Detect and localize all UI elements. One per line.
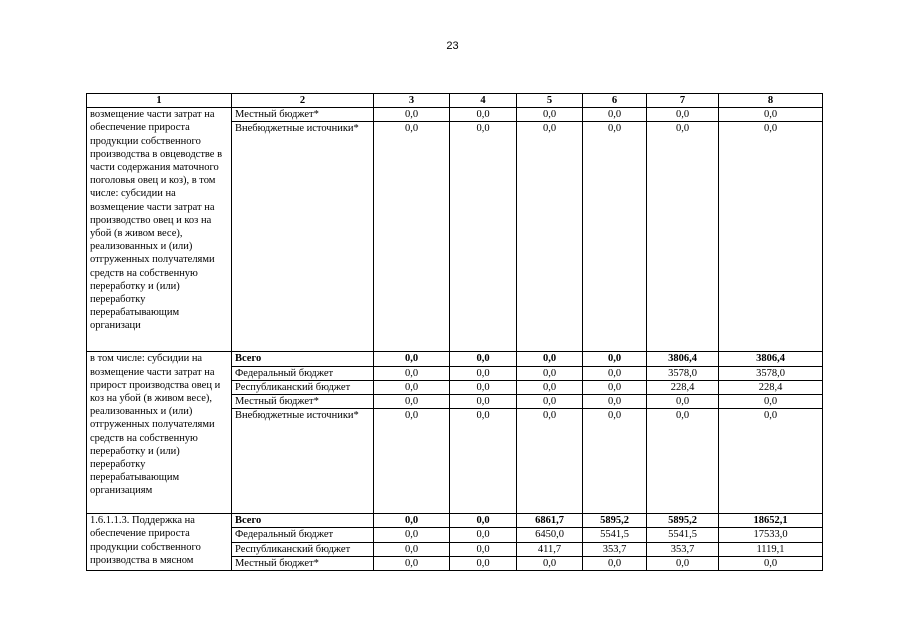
value-cell: 0,0 [374, 542, 450, 556]
value-cell: 353,7 [647, 542, 719, 556]
header-col-2: 2 [232, 94, 374, 108]
funding-source: Федеральный бюджет [232, 366, 374, 380]
budget-table [86, 93, 823, 571]
value-cell: 18652,1 [719, 514, 823, 528]
value-cell: 353,7 [583, 542, 647, 556]
value-cell: 5895,2 [647, 514, 719, 528]
value-cell: 5895,2 [583, 514, 647, 528]
value-cell: 0,0 [450, 380, 517, 394]
value-cell: 0,0 [374, 366, 450, 380]
funding-source: Всего [232, 352, 374, 366]
value-cell: 0,0 [719, 108, 823, 122]
value-cell: 17533,0 [719, 528, 823, 542]
value-cell: 0,0 [719, 122, 823, 352]
measure-description: возмещение части затрат на обеспечение прироста продукции собственного производства в овцеводстве в части содержания маточного поголовья овец и коз), в том числе: субсидии на возмещение части затрат на производство овец и коз на убой (в живом весе), реализованных и (или) отгруженных получателями средств на собственную переработку и (или) переработку перерабатывающим организаци [87, 108, 232, 352]
value-cell: 0,0 [450, 352, 517, 366]
value-cell: 0,0 [374, 395, 450, 409]
value-cell: 0,0 [583, 108, 647, 122]
value-cell: 1119,1 [719, 542, 823, 556]
value-cell: 0,0 [450, 395, 517, 409]
value-cell: 0,0 [583, 395, 647, 409]
value-cell: 0,0 [517, 556, 583, 570]
measure-description: 1.6.1.1.3. Поддержка на обеспечение прироста продукции собственного производства в мясном [87, 514, 232, 571]
value-cell: 0,0 [374, 108, 450, 122]
value-cell: 0,0 [450, 514, 517, 528]
header-row [87, 94, 823, 108]
funding-source: Внебюджетные источники* [232, 122, 374, 352]
value-cell: 3806,4 [647, 352, 719, 366]
measure-description: в том числе: субсидии на возмещение части затрат на прирост производства овец и коз на убой (в живом весе), реализованных и (или) отгруженных получателями средств на собственную переработку и (или) переработку перерабатывающим организациям [87, 352, 232, 514]
value-cell: 0,0 [583, 409, 647, 514]
value-cell: 411,7 [517, 542, 583, 556]
value-cell: 0,0 [647, 409, 719, 514]
value-cell: 0,0 [450, 542, 517, 556]
value-cell: 0,0 [583, 556, 647, 570]
value-cell: 6861,7 [517, 514, 583, 528]
value-cell: 0,0 [719, 409, 823, 514]
value-cell: 0,0 [517, 108, 583, 122]
value-cell: 0,0 [647, 108, 719, 122]
header-col-8: 8 [719, 94, 823, 108]
table-row [87, 514, 823, 528]
value-cell: 0,0 [583, 366, 647, 380]
header-col-7: 7 [647, 94, 719, 108]
value-cell: 0,0 [517, 352, 583, 366]
header-col-3: 3 [374, 94, 450, 108]
value-cell: 0,0 [374, 556, 450, 570]
table-row [87, 352, 823, 366]
funding-source: Всего [232, 514, 374, 528]
header-col-6: 6 [583, 94, 647, 108]
value-cell: 0,0 [647, 122, 719, 352]
value-cell: 0,0 [517, 366, 583, 380]
funding-source: Местный бюджет* [232, 395, 374, 409]
value-cell: 0,0 [450, 409, 517, 514]
value-cell: 0,0 [450, 366, 517, 380]
value-cell: 3806,4 [719, 352, 823, 366]
value-cell: 0,0 [374, 380, 450, 394]
value-cell: 0,0 [647, 556, 719, 570]
value-cell: 0,0 [450, 108, 517, 122]
funding-source: Местный бюджет* [232, 556, 374, 570]
value-cell: 228,4 [647, 380, 719, 394]
table-row [87, 108, 823, 122]
value-cell: 0,0 [374, 122, 450, 352]
value-cell: 0,0 [450, 122, 517, 352]
value-cell: 0,0 [450, 556, 517, 570]
funding-source: Республиканский бюджет [232, 380, 374, 394]
value-cell: 5541,5 [583, 528, 647, 542]
value-cell: 0,0 [450, 528, 517, 542]
funding-source: Республиканский бюджет [232, 542, 374, 556]
value-cell: 0,0 [517, 395, 583, 409]
value-cell: 0,0 [374, 352, 450, 366]
value-cell: 0,0 [583, 352, 647, 366]
value-cell: 0,0 [719, 395, 823, 409]
value-cell: 0,0 [517, 380, 583, 394]
value-cell: 0,0 [517, 409, 583, 514]
page-number: 23 [446, 40, 459, 52]
value-cell: 3578,0 [719, 366, 823, 380]
value-cell: 0,0 [374, 528, 450, 542]
value-cell: 0,0 [583, 122, 647, 352]
value-cell: 3578,0 [647, 366, 719, 380]
value-cell: 228,4 [719, 380, 823, 394]
value-cell: 5541,5 [647, 528, 719, 542]
value-cell: 0,0 [374, 409, 450, 514]
header-col-5: 5 [517, 94, 583, 108]
funding-source: Местный бюджет* [232, 108, 374, 122]
value-cell: 0,0 [583, 380, 647, 394]
header-col-4: 4 [450, 94, 517, 108]
value-cell: 0,0 [517, 122, 583, 352]
value-cell: 0,0 [374, 514, 450, 528]
value-cell: 6450,0 [517, 528, 583, 542]
value-cell: 0,0 [719, 556, 823, 570]
value-cell: 0,0 [647, 395, 719, 409]
header-col-1: 1 [87, 94, 232, 108]
funding-source: Федеральный бюджет [232, 528, 374, 542]
funding-source: Внебюджетные источники* [232, 409, 374, 514]
